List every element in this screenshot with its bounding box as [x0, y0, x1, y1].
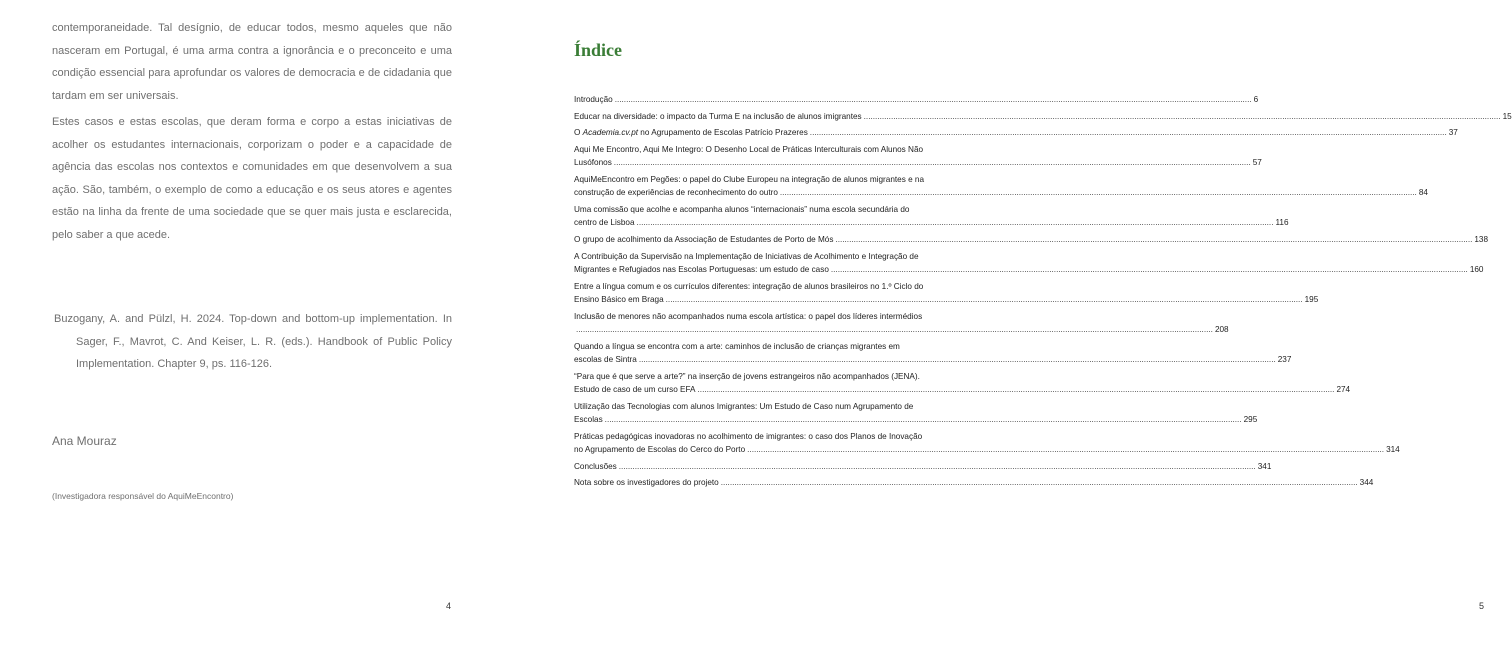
- toc-page-number: 84: [1418, 188, 1428, 198]
- toc-entry[interactable]: [574, 460, 1272, 473]
- toc-entry-title: construção de experiências de reconhecimento do outro: [574, 188, 778, 198]
- toc-leader-dots: [637, 216, 1274, 229]
- toc-page-number: 208: [1214, 324, 1229, 334]
- toc-entry[interactable]: [574, 93, 1259, 106]
- toc-entry-title: Educar na diversidade: o impacto da Turma E na inclusão de alunos imigrantes: [574, 111, 862, 121]
- toc-leader-dots: [831, 263, 1468, 276]
- toc-entry-title-line: Aqui Me Encontro, Aqui Me Integro: O Desenho Local de Práticas Interculturais com Alunos Não: [574, 145, 924, 155]
- toc-entry-title: Lusófonos: [574, 158, 612, 168]
- toc-leader-dots: [864, 110, 1501, 123]
- toc-page-number: 138: [1474, 235, 1489, 245]
- toc-page-number: 37: [1448, 128, 1458, 138]
- toc-entry-title-line: Práticas pedagógicas inovadoras no acolhimento de imigrantes: o caso dos Planos de Inovação: [574, 431, 923, 441]
- toc-entry[interactable]: [574, 250, 1484, 277]
- toc-page-number: 344: [1359, 478, 1374, 488]
- toc-page-number: 237: [1277, 354, 1292, 364]
- toc-entry-italic: Academia.cv.pt: [582, 128, 639, 138]
- toc-page-number: 274: [1336, 384, 1351, 394]
- toc-leader-dots: [615, 93, 1252, 106]
- toc-leader-dots: [614, 156, 1251, 169]
- toc-leader-dots: [810, 126, 1447, 139]
- body-paragraph-1: contemporaneidade. Tal desígnio, de educar todos, mesmo aqueles que não nasceram em Portugal, é uma arma contra a ignorância e o preconceito e uma condição essencial para aprofundar os valores de democracia e de cidadania que tardam em ser universais.: [52, 22, 452, 102]
- toc-entry[interactable]: [574, 110, 1512, 123]
- toc-entry-title-line: Inclusão de menores não acompanhados numa escola artística: o papel dos líderes intermédios: [574, 311, 923, 321]
- table-of-contents: [574, 93, 1512, 493]
- toc-entry-title: Ensino Básico em Braga: [574, 294, 664, 304]
- toc-entry-title-line: “Para que é que serve a arte?” na inserção de jovens estrangeiros não acompanhados (JENA).: [574, 371, 920, 381]
- toc-page-number: 341: [1257, 461, 1272, 471]
- toc-entry[interactable]: [574, 280, 1319, 307]
- page-number-right: 5: [1479, 601, 1485, 611]
- toc-entry-title-line: Quando a língua se encontra com a arte: caminhos de inclusão de crianças migrantes em: [574, 341, 900, 351]
- toc-entry-title: O Academia.cv.pt no Agrupamento de Escolas Patrício Prazeres: [574, 128, 808, 138]
- toc-page-number: 160: [1469, 265, 1484, 274]
- bibliography-reference: Buzogany, A. and Pülzl, H. 2024. Top-down and bottom-up implementation. In Sager, F., Mavrot, C. And Keiser, L. R. (eds.). Handbook of Public Policy Implementation. Chapter 9, ps. 116-126.: [54, 313, 452, 371]
- toc-leader-dots: [605, 413, 1242, 426]
- toc-entry[interactable]: [574, 430, 1400, 457]
- toc-leader-dots: [576, 323, 1213, 336]
- toc-leader-dots: [780, 186, 1417, 199]
- toc-leader-dots: [721, 476, 1358, 489]
- toc-leader-dots: [835, 233, 1472, 246]
- toc-entry[interactable]: [574, 476, 1374, 489]
- toc-entry[interactable]: [574, 173, 1428, 200]
- toc-entry[interactable]: [574, 233, 1489, 246]
- toc-leader-dots: [747, 443, 1384, 456]
- toc-entry[interactable]: [574, 203, 1289, 230]
- author-role: (Investigadora responsável do AquiMeEncontro): [52, 491, 234, 501]
- toc-entry-title: no Agrupamento de Escolas do Cerco do Porto: [574, 444, 746, 454]
- toc-entry[interactable]: [574, 370, 1351, 397]
- toc-entry-title-line: A Contribuição da Supervisão na Implementação de Iniciativas de Acolhimento e Integração de: [574, 251, 919, 261]
- toc-entry-title: escolas de Sintra: [574, 354, 637, 364]
- toc-leader-dots: [619, 460, 1256, 473]
- toc-entry-title: Conclusões: [574, 461, 617, 471]
- toc-entry-title: Introdução: [574, 95, 613, 104]
- toc-page-number: 15: [1502, 111, 1512, 121]
- toc-entry-title-line: Utilização das Tecnologias com alunos Imigrantes: Um Estudo de Caso num Agrupamento de: [574, 401, 914, 411]
- body-paragraph-2: Estes casos e estas escolas, que deram forma e corpo a estas iniciativas de acolher os estudantes internacionais, corporizam o poder e a capacidade de agência das escolas nos contextos e comunidades em que desenvolvem a sua ação. São, também, o exemplo de como a educação e os seus atores e agentes estão na linha da frente de uma sociedade que se quer mais justa e esclarecida, pelo saber a que acede.: [52, 116, 452, 241]
- toc-entry[interactable]: [574, 400, 1258, 427]
- toc-entry[interactable]: [574, 340, 1292, 367]
- author-name: Ana Mouraz: [52, 434, 117, 448]
- toc-entry-title-line: AquiMeEncontro em Pegões: o papel do Clube Europeu na integração de alunos migrantes e na: [574, 175, 925, 185]
- toc-entry[interactable]: [574, 126, 1458, 139]
- toc-page-number: 6: [1253, 95, 1259, 104]
- toc-leader-dots: [666, 293, 1303, 306]
- toc-entry-title: Escolas: [574, 414, 603, 424]
- toc-leader-dots: [639, 353, 1276, 366]
- toc-title: Índice: [574, 40, 623, 60]
- toc-entry-title-line: Entre a língua comum e os currículos diferentes: integração de alunos brasileiros no 1.º Ciclo do: [574, 281, 924, 291]
- toc-entry-title-line: Uma comissão que acolhe e acompanha alunos “internacionais” numa escola secundária do: [574, 205, 910, 215]
- toc-entry-title: Nota sobre os investigadores do projeto: [574, 478, 719, 488]
- toc-page-number: 116: [1275, 218, 1289, 228]
- toc-entry-title: O grupo de acolhimento da Associação de Estudantes de Porto de Mós: [574, 235, 834, 245]
- toc-entry[interactable]: [574, 143, 1262, 170]
- page-number-left: 4: [446, 601, 452, 611]
- toc-page-number: 314: [1386, 444, 1400, 454]
- toc-page-number: 195: [1304, 294, 1319, 304]
- right-page: [512, 0, 1512, 661]
- toc-page-number: 57: [1252, 158, 1262, 168]
- toc-entry-title: centro de Lisboa: [574, 218, 635, 228]
- toc-entry-title: Migrantes e Refugiados nas Escolas Portuguesas: um estudo de caso: [574, 265, 829, 274]
- toc-leader-dots: [698, 383, 1335, 396]
- left-page: [0, 0, 512, 661]
- toc-page-number: 295: [1243, 414, 1258, 424]
- toc-entry[interactable]: [574, 310, 1229, 337]
- toc-entry-title: Estudo de caso de um curso EFA: [574, 384, 696, 394]
